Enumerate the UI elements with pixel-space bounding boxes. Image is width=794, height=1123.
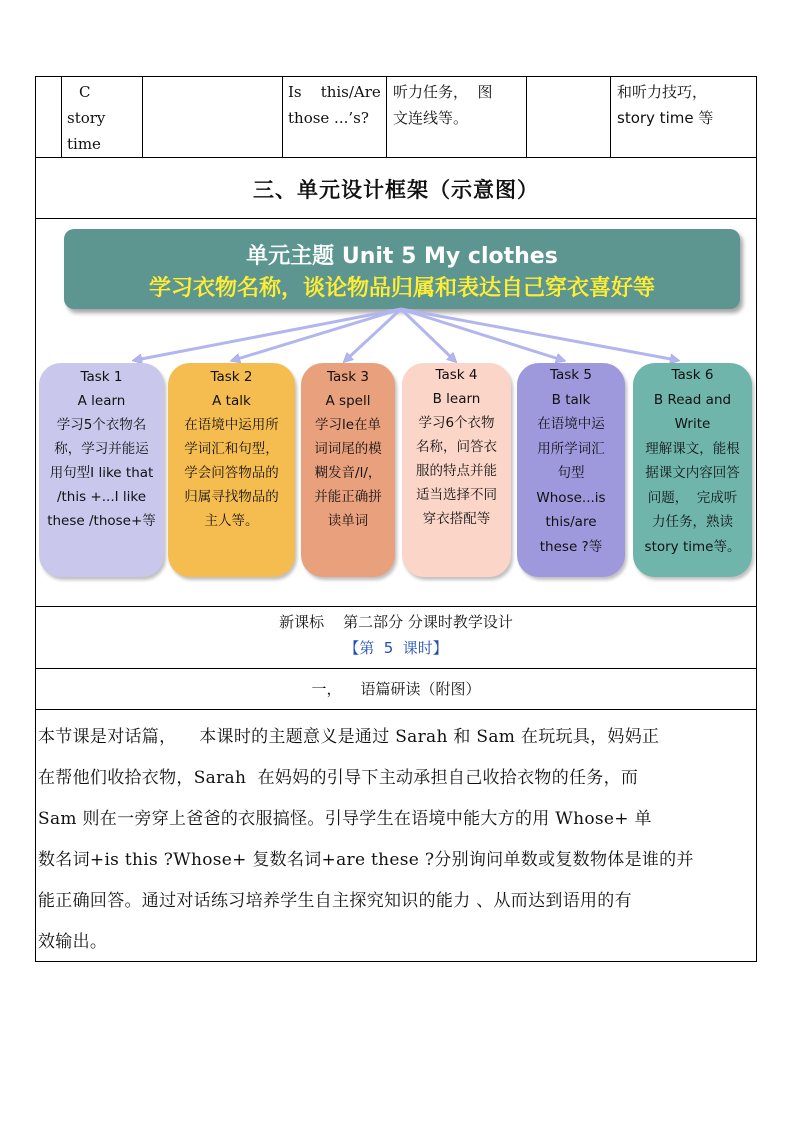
task-line: 用所学词汇 [537,440,605,457]
task-title: Task 2 [210,369,253,385]
task-line: this/are [545,514,597,530]
task-line: B Read and [653,391,732,408]
document-table [35,76,757,962]
task-line: these ?等 [539,538,603,555]
task-title: Task 4 [435,367,478,383]
task-line: B talk [551,391,591,408]
task-line: /this +...I like [56,489,147,505]
task-line: Write [674,416,711,432]
cell-line: 文连线等。 [393,109,469,127]
task-line: 并能正确拼 [314,489,382,505]
task-line: 词词尾的模 [314,441,382,457]
lesson-label: 【第 5 课时】 [344,639,448,657]
text-analysis-paragraph [38,717,754,963]
paragraph-line: 数名词+is this ?Whose+ 复数名词+are these ?分别询问单数或复数物体是谁的并 [38,850,694,870]
task-2-box [168,363,295,577]
task-line: 理解课文，能根 [645,440,740,457]
task-line: 归属寻找物品的 [184,489,279,505]
row-divider [36,709,756,710]
task-3-box [301,363,395,577]
task-line: 穿衣搭配等 [422,511,491,527]
task-line: 据课文内容回答 [645,465,740,481]
task-line: A talk [212,393,251,409]
section-one-title: 一， 语篇研读（附图） [311,680,481,698]
row-divider [36,668,756,669]
task-line: 糊发音/l/， [314,465,382,481]
row-divider [36,606,756,607]
task-line: 主人等。 [204,513,259,529]
task-line: 称，学习并能运 [54,441,149,457]
task-title: Task 1 [80,369,123,385]
cell-line: story [67,109,106,127]
task-line: 名称，问答衣 [416,439,497,455]
task-line: 读单词 [327,513,369,529]
task-line: B learn [432,391,481,407]
task-line: 句型 [557,465,585,481]
task-line: 问题， 完成听 [647,489,738,506]
task-line: A learn [77,393,126,409]
task-line: 学习6个衣物 [418,415,495,431]
banner-title: 单元主题 Unit 5 My clothes [246,244,558,269]
cell-line: Is this/Are [288,83,381,101]
task-line: 服的特点并能 [416,463,497,479]
task-5-box [517,363,625,577]
task-line: 学习le在单 [314,417,382,433]
connector-arrows [36,77,758,377]
cell-line: story time 等 [617,109,714,127]
cell-line: those ...’s? [288,109,369,127]
cell-line: 和听力技巧， [617,83,708,101]
task-line: 适当选择不同 [416,487,497,503]
task-line: story time等。 [644,538,741,555]
section-title: 三、单元设计框架（示意图） [253,178,539,202]
paragraph-line: 在帮他们收拾衣物，Sarah 在妈妈的引导下主动承担自己收拾衣物的任务，而 [38,768,639,788]
task-line: 学习5个衣物名 [56,417,147,433]
task-6-box [633,363,752,577]
task-line: 在语境中运用所 [184,417,279,433]
banner-subtitle: 学习衣物名称，谈论物品归属和表达自己穿衣喜好等 [148,276,655,301]
task-title: Task 5 [549,367,593,383]
task-line: 学会问答物品的 [184,465,279,481]
task-title: Task 6 [671,367,714,383]
task-title: Task 3 [326,369,370,385]
task-line: 在语境中运 [537,416,605,432]
task-4-box [402,363,511,577]
task-line: 学词汇和句型， [184,441,279,457]
cell-line: time [67,135,101,153]
cell-line: C [79,83,91,101]
task-line: 力任务，熟读 [652,514,733,530]
paragraph-line: 能正确回答。通过对话练习培养学生自主探究知识的能力 、从而达到语用的有 [38,891,632,911]
task-line: 用句型I like that [49,465,154,481]
cell-line: 听力任务， 图 [393,83,493,101]
task-line: Whose...is [536,489,606,506]
task-line: these /those+等 [47,513,156,529]
part-two-title: 新课标 第二部分 分课时教学设计 [279,613,513,631]
paragraph-line: 本节课是对话篇， 本课时的主题意义是通过 Sarah 和 Sam 在玩玩具，妈妈正 [38,727,660,747]
paragraph-line: 效输出。 [38,932,108,952]
task-1-box [39,363,164,577]
paragraph-line: Sam 则在一旁穿上爸爸的衣服搞怪。引导学生在语境中能大方的用 Whose+ 单 [38,809,652,829]
arrow-task-1 [136,309,401,360]
arrow-task-2 [234,309,401,360]
task-line: A spell [325,393,371,409]
